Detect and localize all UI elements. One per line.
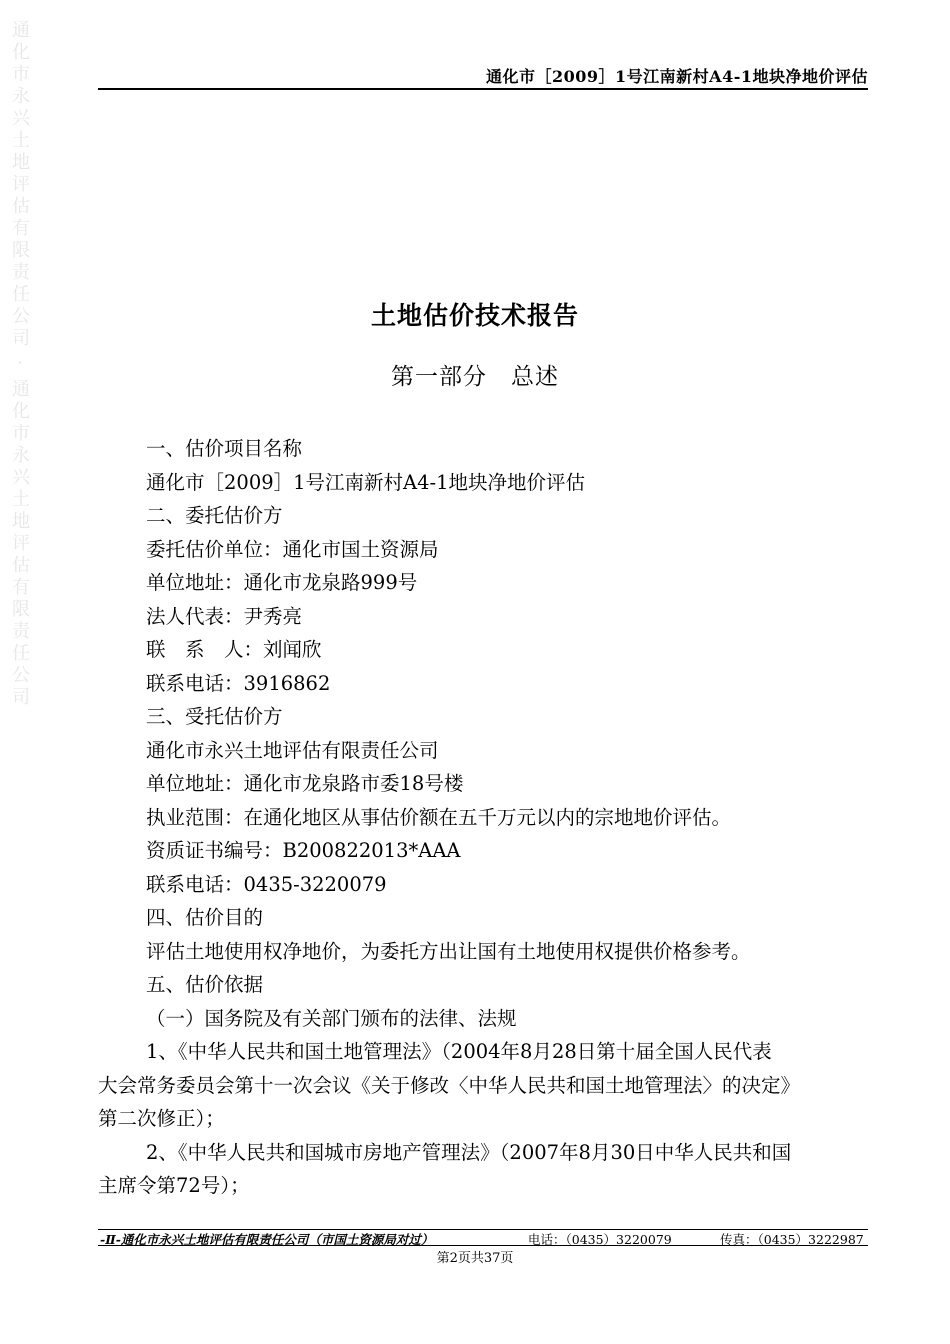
client-address: 单位地址：通化市龙泉路999号: [146, 571, 418, 594]
appraiser-certificate: 资质证书编号：B200822013*AAA: [146, 839, 461, 862]
footer-rule-bottom: [98, 1245, 868, 1246]
section-subtitle: 第一部分 总述: [391, 364, 559, 390]
client-legal-rep: 法人代表：尹秀亮: [146, 604, 303, 628]
law-2-line-1: 2、《中华人民共和国城市房地产管理法》（2007年8月30日中华人民共和国: [146, 1140, 792, 1164]
header-rule: [98, 88, 868, 90]
footer-fax: 传真：（0435）3222987: [720, 1232, 864, 1247]
subheading-laws: （一）国务院及有关部门颁布的法律、法规: [146, 1006, 517, 1030]
heading-purpose: 四、估价目的: [146, 906, 264, 929]
heading-project-name: 一、估价项目名称: [146, 437, 303, 460]
law-1-line-1: 1、《中华人民共和国土地管理法》（2004年8月28日第十届全国人民代表: [146, 1040, 772, 1063]
law-2-line-2: 主席令第72号）；: [98, 1174, 250, 1197]
heading-appraiser: 三、受托估价方: [146, 705, 283, 728]
edge-watermark: 通化市永兴土地评估有限责任公司 · 通化市永兴土地评估有限责任公司: [9, 20, 30, 710]
law-1-line-3: 第二次修正）；: [98, 1107, 225, 1130]
appraiser-scope: 执业范围：在通化地区从事估价额在五千万元以内的宗地地价评估。: [146, 805, 732, 829]
client-contact: 联 系 人：刘闻欣: [146, 638, 322, 661]
report-body: [98, 432, 870, 1203]
footer-company: -Ⅱ-通化市永兴土地评估有限责任公司（市国土资源局对过）: [100, 1232, 434, 1247]
project-name-text: 通化市［2009］1号江南新村A4-1地块净地价评估: [146, 470, 586, 494]
client-unit: 委托估价单位：通化市国土资源局: [146, 537, 439, 561]
purpose-text: 评估土地使用权净地价，为委托方出让国有土地使用权提供价格参考。: [146, 939, 751, 963]
report-title: 土地估价技术报告: [370, 301, 579, 330]
appraiser-address: 单位地址：通化市龙泉路市委18号楼: [146, 772, 464, 795]
law-1-line-2: 大会常务委员会第十一次会议《关于修改〈中华人民共和国土地管理法〉的决定》: [98, 1073, 801, 1097]
heading-basis: 五、估价依据: [146, 973, 264, 996]
heading-client: 二、委托估价方: [146, 504, 283, 527]
appraiser-phone: 联系电话：0435-3220079: [146, 872, 387, 896]
running-header-title: 通化市［2009］1号江南新村A4-1地块净地价评估: [486, 67, 868, 86]
appraiser-name: 通化市永兴土地评估有限责任公司: [146, 738, 439, 762]
page-number: 第2页共37页: [436, 1251, 514, 1266]
client-phone: 联系电话：3916862: [146, 671, 331, 695]
footer-phone: 电话：（0435）3220079: [528, 1232, 672, 1247]
